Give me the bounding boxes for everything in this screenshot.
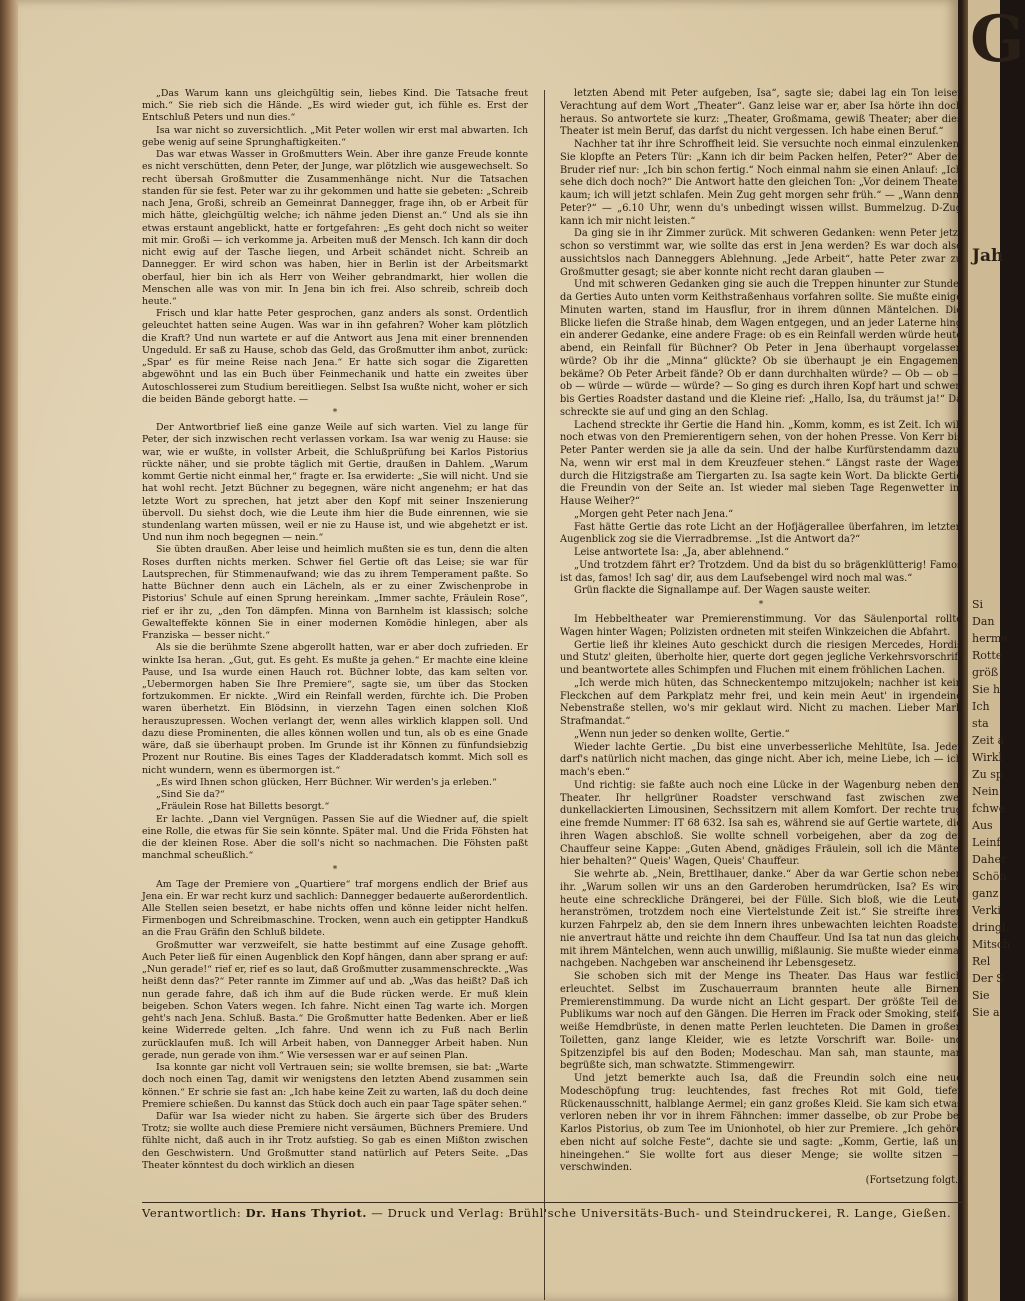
adjacent-page-edge [962, 0, 1025, 1301]
paragraph: Fast hätte Gertie das rote Licht an der Hofjägerallee überfahren, im letzten Augenblick zog sie die Vierradbremse. „Ist die Antwort da?“ [560, 521, 962, 546]
adjacent-line-fragment: ganz [972, 887, 999, 900]
paragraph: Im Hebbeltheater war Premierenstimmung. Vor das Säulenportal rollte Wagen hinter Wagen; Polizisten ordneten mit steifen Winkzeichen die Abfahrt. [560, 614, 962, 638]
adjacent-line-fragment: Rel [972, 955, 991, 968]
section-separator: * [758, 600, 764, 610]
paragraph: Grün flackte die Signallampe auf. Der Wagen sauste weiter. [574, 585, 871, 597]
paragraph: „Ich werde mich hüten, das Schneckentempo mitzujokeln; nachher ist kein Fleckchen auf dem Parkplatz mehr frei, und kein mein Aeut' in irgendeine Nebenstraße stellen, wo's mir geklaut wird. Nicht zu machen. Lieber Mark Strafmandat.“ [560, 677, 962, 727]
paragraph: Und richtig: sie faßte auch noch eine Lücke in der Wagenburg neben dem Theater. Ihr hellgrüner Roadster verschwand fast zwischen zwei dunkellackierten Limousinen, Sechssitzern mit allem Komfort. Der rechte trug eine fremde Nummer: IT 68 632. Isa sah es, während sie auf Gertie wartete, die ihren Wagen abschloß. Sie wollte schnell vorbeigehen, aber da zog der Chauffeur seine Kappe: „Guten Abend, gnädiges Fräulein, soll ich die Mäntel hier behalten?“ Queis' Wagen, Queis' Chauffeur. [560, 779, 962, 868]
column-divider [544, 90, 545, 1300]
page-gutter-shadow [962, 0, 968, 1301]
paragraph: „Wenn nun jeder so denken wollte, Gertie.“ [574, 728, 790, 740]
paragraph: „Sind Sie da?“ [156, 789, 225, 801]
section-separator: * [332, 864, 338, 875]
imprint-footer [142, 1206, 962, 1220]
paragraph: Und jetzt bemerkte auch Isa, daß die Freundin solch eine neue Modeschöpfung trug: leuchtendes, fast freches Rot mit Gold, tiefer Rückenausschnitt, halblange Aermel; ein ganz großes Kleid. Sie kam sich etwas verloren neben ihr vor in ihrem Fähnchen: immer dasselbe, ob zur Probe bei Karlos Pistorius, ob zum Tee im Unionhotel, ob hier zur Premiere. „Ich gehöre eben nicht auf solche Feste“, dachte sie und sagte: „Komm, Gertie, laß uns hineingehen.“ Sie wollte fort aus dieser Menge; sie wollte sitzen — verschwinden. [560, 1073, 962, 1174]
adjacent-line-fragment: Der S [972, 972, 1004, 985]
paragraph: Der Antwortbrief ließ eine ganze Weile auf sich warten. Viel zu lange für Peter, der sich inzwischen recht verlassen vorkam. Isa war wenig zu Hause: sie war, wie er wußte, in vollster Arbeit, die Schlußprüfung bei Karlos Pistorius rückte näher, und sie probte täglich mit Gertie, draußen in Dahlem. „Warum kommt Gertie nicht einmal her,“ fragte er. Isa erwiderte: „Sie will nicht. Und sie hat wohl recht. Jetzt Büchner zu begegnen, wäre nicht angenehm; er hat das letzte Wort zu sprechen, hat jetzt aber den Kopf mit seiner Inszenierung übervoll. Du siehst doch, wie die Leute ihm hier die Bude einrennen, wie sie stundenlang warten müssen, weil er nie zu Hause ist, und wie abgehetzt er ist. Und nun ihm noch begegnen — nein.“ [142, 422, 528, 544]
adjacent-line-fragment: Zu sp [972, 768, 1003, 781]
adjacent-line-fragment: Si [972, 598, 984, 611]
continuation-note: (Fortsetzung folgt.) [865, 1175, 962, 1186]
adjacent-page-big-letter: G [970, 2, 1025, 77]
adjacent-line-fragment: Sie h [972, 683, 1001, 696]
adjacent-line-fragment: Wirkl [972, 751, 1003, 764]
paragraph: Wieder lachte Gertie. „Du bist eine unverbesserliche Mehltüte, Isa. Jeder darf's natürlich nicht machen, das ginge nicht. Aber ich, meine Liebe, ich — ich mach's eben.“ [560, 741, 962, 778]
adjacent-line-fragment: dringl [972, 921, 1006, 934]
adjacent-line-fragment: Verki [972, 904, 1001, 917]
adjacent-line-fragment: Aus [972, 819, 993, 832]
adjacent-line-fragment: Sie a [972, 1006, 1000, 1019]
responsible-name: Dr. Hans Thyriot. [245, 1206, 368, 1220]
paragraph: Leise antwortete Isa: „Ja, aber ablehnend.“ [574, 547, 790, 558]
adjacent-line-fragment: Dan [972, 615, 995, 628]
paragraph: Als sie die berühmte Szene abgerollt hatten, war er aber doch zufrieden. Er winkte Isa heran. „Gut, gut. Es geht. Es mußte ja gehen.“ Er machte eine kleine Pause, und Isa wurde einen Hauch rot. Büchner lobte, das kam selten vor. „Uebermorgen haben Sie Ihre Premiere“, sagte sie, um über das Stocken fortzukommen. Er nickte. „Wird ein Reinfall werden, fürchte ich. Die Proben waren überhetzt. Ein Blödsinn, in vierzehn Tagen einen solchen Kloß herauszupressen. Wochen verlangt der, wenn alles wirklich klappen soll. Und dazu diese Prominenten, die alles können wollen und tun, als ob es eine Gnade wäre, daß sie überhaupt proben. Im Grunde ist ihr Können zu fünfundsiebzig Prozent nur Routine. Bis eines Tages der Kladderadatsch kommt. Mich soll es nicht wundern, wenn es übermorgen ist.“ [142, 642, 528, 776]
paragraph: Da ging sie in ihr Zimmer zurück. Mit schweren Gedanken: wenn Peter jetzt schon so verstimmt war, wie sollte das erst in Jena werden? Es war doch also aussichtslos nach Danneggers Ablehnung. „Jede Arbeit“, hatte Peter zwar zu Großmutter gesagt; sie aber konnte nicht recht daran glauben — [560, 228, 962, 278]
paragraph: Dafür war Isa wieder nicht zu haben. Sie ärgerte sich über des Bruders Trotz; sie wollte auch diese Premiere nicht versäumen, Büchners Premiere. Und fühlte nicht, daß auch in ihr Trotz aufstieg. So gab es einen Mißton zwischen den Geschwistern. Und Großmutter stand natürlich auf Peters Seite. „Das Theater könntest du doch wirklich an diesen [142, 1110, 528, 1171]
paragraph: Isa war nicht so zuversichtlich. „Mit Peter wollen wir erst mal abwarten. Ich gebe wenig auf seine Sprunghaftigkeiten.“ [142, 124, 528, 148]
paragraph: Frisch und klar hatte Peter gesprochen, ganz anders als sonst. Ordentlich geleuchtet hatten seine Augen. Was war in ihn gefahren? Woher kam plötzlich die Kraft? Und nun wartete er auf die Antwort aus Jena mit einer brennenden Ungeduld. Er saß zu Hause, schob das Geld, das Großmutter ihm anbot, zurück: „Spar' es für meine Reise nach Jena.“ Er hatte sich sogar die Zigaretten abgewöhnt und las ein Buch über Feinmechanik und hatte ein zweites über Autoschlosserei zum Studium bereitliegen. Selbst Isa wußte nicht, woher er sich die beiden Bände geborgt hatte. — [142, 308, 528, 405]
book-spine [0, 0, 18, 1301]
adjacent-line-fragment: Rotte [972, 649, 1003, 662]
paragraph: Und mit schweren Gedanken ging sie auch die Treppen hinunter zur Stunde, da Gerties Auto unten vorm Keithstraßenhaus vorfahren sollte. Sie mußte einige Minuten warten, stand im Hausflur, fror in ihrem dünnen Mäntelchen. Die Blicke liefen die Straße hinab, dem Wagen entgegen, und an jeder Laterne hing ein anderer Gedanke, eine andere Frage: ob es ein Reinfall werden würde heute abend, ein Reinfall für Büchner? Ob Peter in Jena überhaupt vorgelassen würde? Ob ihr die „Minna“ glückte? Ob sie überhaupt je ein Engagement bekäme? Ob Peter Arbeit fände? Ob er dann durchhalten würde? — Ob — ob — ob — würde — würde — würde? — So ging es durch ihren Kopf hart und schwer, bis Gerties Roadster dastand und die Kleine rief: „Hallo, Isa, du träumst ja!“ Da schreckte sie auf und ging an den Schlag. [560, 279, 962, 418]
adjacent-page-line-fragments [972, 596, 1011, 1021]
left-text-column [142, 88, 528, 1172]
paragraph: Lachend streckte ihr Gertie die Hand hin. „Komm, komm, es ist Zeit. Ich will noch etwas von den Premierentigern sehen, von der hohen Presse. Von Kerr bis Peter Panter werden sie ja alle da sein. Und der halbe Kurfürstendamm dazu. Na, wenn wir erst mal in dem Kreuzfeuer stehen.“ Längst raste der Wagen durch die Hitzigstraße am Tiergarten zu. Isa sagte kein Wort. Da blickte Gertie die Freundin von der Seite an. Ist wieder mal sieben Tage Regenwetter im Hause Weiher?“ [560, 419, 962, 507]
paragraph: Isa konnte gar nicht voll Vertrauen sein; sie wollte bremsen, sie bat: „Warte doch noch einen Tag, damit wir wenigstens den letzten Abend zusammen sein können.“ Er schrie sie fast an: „Ich habe keine Zeit zu warten, laß du doch deine Premiere schießen. Du kannst das Stück doch auch ein paar Tage später sehen.“ [142, 1062, 528, 1110]
paragraph: Sie übten draußen. Aber leise und heimlich mußten sie es tun, denn die alten Roses durften nichts merken. Schwer fiel Gertie oft das Leise; sie war für Lautsprechen, für Stimmenaufwand; wie das zu ihrem Temperament paßte. So hatte Büchner denn auch ein Lächeln, als er zu einer Zwischenprobe in Pistorius' Schule auf einen Sprung hereinkam. „Immer sachte, Fräulein Rose“, rief er ihr zu, „den Ton dämpfen. Minna von Barnhelm ist klassisch; solche Gewalteffekte können Sie in einer modernen Komödie hinlegen, aber als Franziska — besser nicht.“ [142, 544, 528, 642]
paragraph: „Morgen geht Peter nach Jena.“ [574, 508, 734, 520]
section-separator: * [332, 408, 338, 419]
right-text-column [560, 88, 962, 1188]
footer-rule [142, 1202, 962, 1203]
adjacent-line-fragment: sta [972, 717, 989, 730]
paragraph: Gertie ließ ihr kleines Auto geschickt durch die riesigen Mercedes, Hordis und Stutz' gleiten, überholte hier, querte dort gegen jegliche Verkehrsvorschrift und beantwortete alles Schimpfen und Fluchen mit einem fröhlichen Lachen. [560, 639, 962, 676]
paragraph: Er lachte. „Dann viel Vergnügen. Passen Sie auf die Wiedner auf, die spielt eine Rolle, die etwas für Sie sein könnte. Später mal. Und die Frida Föhsten hat die der kleinen Rose. Aber die soll's nicht so nachmachen. Die Föhsten paßt manchmal scheußlich.“ [142, 813, 528, 862]
adjacent-line-fragment: herme [972, 632, 1008, 645]
adjacent-page-heading-fragment: Jah [972, 246, 1004, 266]
adjacent-line-fragment: Nein [972, 785, 999, 798]
paragraph: letzten Abend mit Peter aufgeben, Isa“, sagte sie; dabei lag ein Ton leiser Verachtung auf dem Wort „Theater“. Ganz leise war er, aber Isa hörte ihn doch heraus. So antwortete sie kurz: „Theater, Großmama, gewiß Theater; aber dies Theater ist mein Beruf, das darfst du nicht vergessen. Ich habe einen Beruf.“ [560, 88, 962, 138]
paragraph: Nachher tat ihr ihre Schroffheit leid. Sie versuchte noch einmal einzulenken. Sie klopfte an Peters Tür: „Kann ich dir beim Packen helfen, Peter?“ Aber der Bruder rief nur: „Ich bin schon fertig.“ Noch einmal nahm sie einen Anlauf: „Ich sehe dich doch noch?“ Die Antwort hatte den gleichen Ton: „Vor deinem Theater kaum; ich will jetzt schlafen. Mein Zug geht morgen sehr früh.“ — „Wann denn, Peter?“ — „6.10 Uhr, wenn du's unbedingt wissen willst. Bummelzug. D-Zug kann ich mir nicht leisten.“ [560, 139, 962, 227]
paragraph: Großmutter war verzweifelt, sie hatte bestimmt auf eine Zusage gehofft. Auch Peter ließ für einen Augenblick den Kopf hängen, dann aber sprang er auf: „Nun gerade!“ rief er, rief es so laut, daß Großmutter zusammenschreckte. „Was heißt denn das?“ Peter rannte im Zimmer auf und ab. „Was das heißt? Daß ich nun gerade fahre, daß ich ihm auf die Bude rücken werde. Er muß klein beigeben. Schon Vaters wegen. Ich fahre. Nicht einen Tag warte ich. Morgen geht's nach Jena. Schluß. Basta.“ Die Großmutter hatte Bedenken. Aber er ließ keine Widerrede gelten. „Ich fahre. Und wenn ich zu Fuß nach Berlin zurücklaufen muß. Ich will Arbeit haben, von Dannegger Arbeit haben. Nun gerade, nun gerade von ihm.“ Wie versessen war er auf seinen Plan. [142, 939, 528, 1061]
printer-imprint: — Druck und Verlag: Brühl'sche Universitäts-Buch- und Steindruckerei, R. Lange, Gießen. [371, 1206, 952, 1220]
paragraph: Sie wehrte ab. „Nein, Brettlhauer, danke.“ Aber da war Gertie schon neben ihr. „Warum sollen wir uns an den Garderoben herumdrücken, Isa? Es wird heute eine schreckliche Drängerei, bei der Fülle. Sich bloß, wie die Leute heranströmen, trotzdem noch eine Viertelstunde Zeit ist.“ Sie streifte ihren kurzen Fahrpelz ab, den sie dem Innern ihres unbewachten leichten Roadster nie anvertraut hätte und reichte ihn dem Chauffeur. Und Isa tat nun das gleiche mit ihrem Mäntelchen, wenn auch unwillig, mißlaunig. Sie mußte wieder einmal nachgeben. Nachgeben war anscheinend ihr Lebensgesetz. [560, 869, 962, 970]
adjacent-line-fragment: Ich [972, 700, 990, 713]
adjacent-line-fragment: Mitsch [972, 938, 1011, 951]
adjacent-line-fragment: Zeit a [972, 734, 1005, 747]
adjacent-line-fragment: Daher [972, 853, 1007, 866]
responsible-label: Verantwortlich: [142, 1206, 242, 1220]
paragraph: „Fräulein Rose hat Billetts besorgt.“ [156, 801, 330, 813]
paragraph: „Es wird Ihnen schon glücken, Herr Büchner. Wir werden's ja erleben.“ [156, 776, 497, 788]
adjacent-line-fragment: fchwe [972, 802, 1006, 815]
paragraph: Am Tage der Premiere von „Quartiere“ traf morgens endlich der Brief aus Jena ein. Er war recht kurz und sachlich: Dannegger bedauerte außerordentlich. Alle Stellen seien besetzt, er habe nichts offen und könne leider nicht helfen. Firmenbogen und Schreibmaschine. Trocken, wenn auch ein getippter Handkuß an die Frau Gräfin den Schluß bildete. [142, 878, 528, 939]
adjacent-line-fragment: größ [972, 666, 999, 679]
adjacent-line-fragment: Schön [972, 870, 1007, 883]
adjacent-line-fragment: Sie [972, 989, 990, 1002]
paragraph: „Das Warum kann uns gleichgültig sein, liebes Kind. Die Tatsache freut mich.“ Sie rieb sich die Hände. „Es wird wieder gut, ich fühle es. Erst der Entschluß Peters und nun dies.“ [142, 88, 528, 124]
adjacent-line-fragment: Leinf [972, 836, 1001, 849]
paragraph: Sie schoben sich mit der Menge ins Theater. Das Haus war festlich erleuchtet. Selbst im Zuschauerraum brannten heute alle Birnen. Premierenstimmung. Da wurde nicht an Licht gespart. Der größte Teil des Publikums war noch auf den Gängen. Die Herren im Frack oder Smoking, steife weiße Hemdbrüste, in denen matte Perlen leuchteten. Die Damen in großen Toiletten, ganz lange Kleider, wie es letzte Vorschrift war. Boile- und Spitzenzipfel bis auf den Boden; Modeschau. Man sah, man staunte, man begrüßte sich, man schwatzte. Stimmengewirr. [560, 971, 962, 1072]
paragraph: „Und trotzdem fährt er? Trotzdem. Und da bist du so brägenklütterig! Famos ist das, famos! Ich sag' dir, aus dem Laufsebengel wird noch mal was.“ [560, 559, 962, 584]
paragraph: Das war etwas Wasser in Großmutters Wein. Aber ihre ganze Freude konnte es nicht verschütten, denn Peter, der Junge, war plötzlich wie ausgewechselt. So recht übersah Großmutter die Zusammenhänge nicht. Nur die Tatsachen standen für sie fest. Peter war zu ihr gekommen und hatte sie gebeten: „Schreib nach Jena, Großi, schreib an Gemeinrat Dannegger, frage ihn, ob er Arbeit für mich hätte, gleichgültig welche; ich nähme jeden Dienst an.“ Und als sie ihn etwas erstaunt angeblickt, hatte er fortgefahren: „Es geht doch nicht so weiter mit mir. Großi — ich verkomme ja. Arbeiten muß der Mensch. Ich kann dir doch nicht ewig auf der Tasche liegen, und Arbeit schändet nicht. Schreib an Dannegger. Er wird schon was haben, hier in Berlin ist der Arbeitsmarkt oberfaul, hier bin ich als Herr von Weiher gebrandmarkt, hier wollen die Menschen alle was von mir. In Jena bin ich frei. Also schreib, schreib doch heute.“ [142, 149, 528, 307]
